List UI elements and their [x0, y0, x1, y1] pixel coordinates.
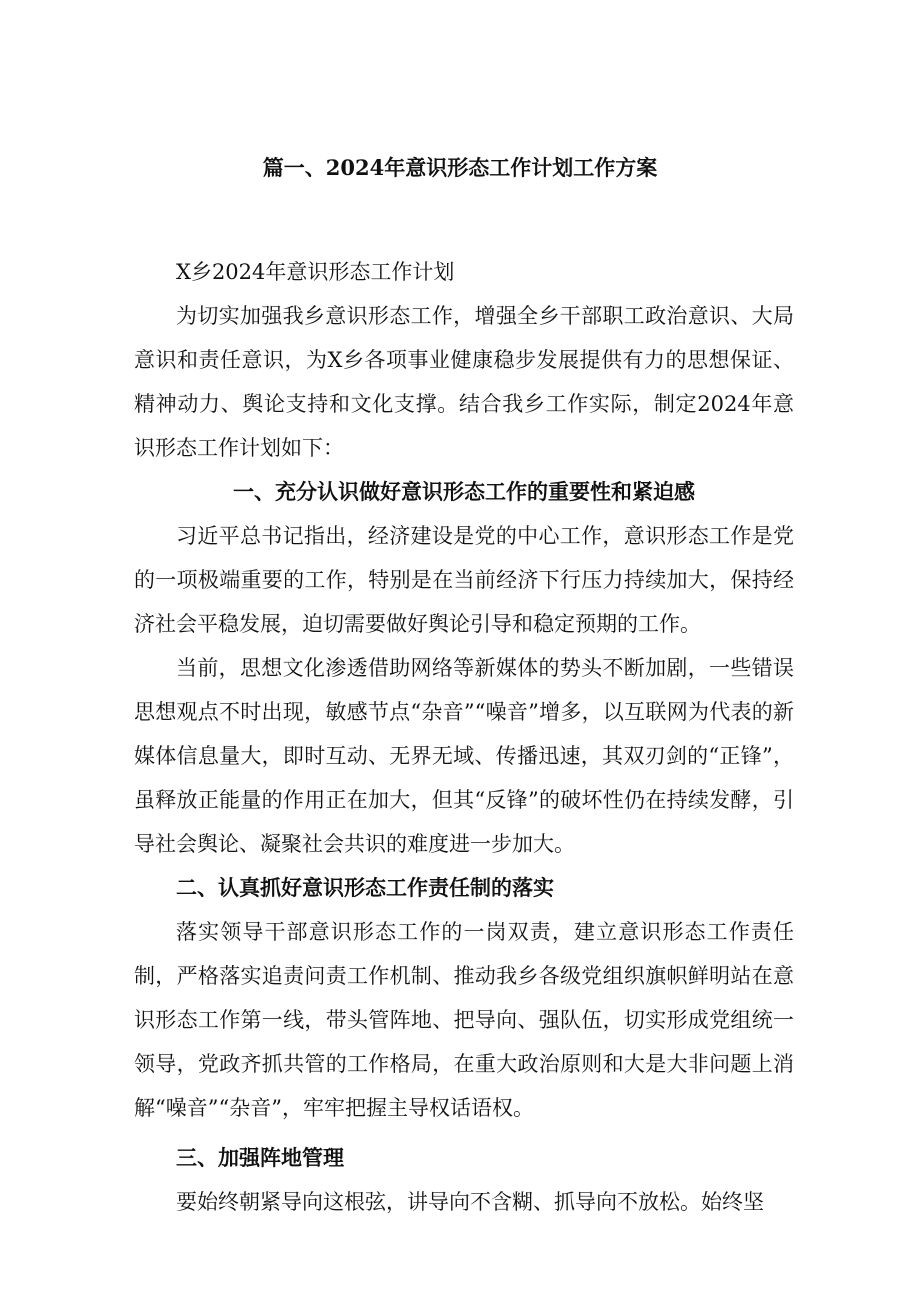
intro-paragraph: 为切实加强我乡意识形态工作，增强全乡干部职工政治意识、大局意识和责任意识，为X乡各项事业健康稳步发展提供有力的思想保证、精神动力、舆论支持和文化支撑。结合我乡工作实际，制定2024年意识形态工作计划如下：	[134, 304, 794, 460]
section-1-heading: 一、充分认识做好意识形态工作的重要性和紧迫感	[233, 479, 695, 504]
subtitle-line: X乡2024年意识形态工作计划	[176, 260, 455, 284]
section-2-paragraph-1: 落实领导干部意识形态工作的一岗双责，建立意识形态工作责任制，严格落实追责问责工作机制、推动我乡各级党组织旗帜鲜明站在意识形态工作第一线，带头管阵地、把导向、强队伍，切实形成党组统一领导，党政齐抓共管的工作格局，在重大政治原则和大是大非问题上消解“噪音”“杂音”，牢牢把握主导权话语权。	[134, 920, 794, 1120]
section-1-paragraph-1: 习近平总书记指出，经济建设是党的中心工作，意识形态工作是党的一项极端重要的工作，特别是在当前经济下行压力持续加大，保持经济社会平稳发展，迫切需要做好舆论引导和稳定预期的工作。	[134, 524, 794, 636]
section-1-paragraph-2: 当前，思想文化渗透借助网络等新媒体的势头不断加剧，一些错误思想观点不时出现，敏感节点“杂音”“噪音”增多，以互联网为代表的新媒体信息量大，即时互动、无界无域、传播迅速，其双刃剑的“正锋”，虽释放正能量的作用正在加大，但其“反锋”的破坏性仍在持续发酵，引导社会舆论、凝聚社会共识的难度进一步加大。	[134, 656, 794, 856]
section-3-paragraph-1: 要始终朝紧导向这根弦，讲导向不含糊、抓导向不放松。始终坚	[176, 1190, 764, 1214]
section-2-heading: 二、认真抓好意识形态工作责任制的落实	[176, 875, 554, 900]
document-title: 篇一、2024年意识形态工作计划工作方案	[262, 155, 658, 180]
document-body	[134, 250, 794, 1224]
section-3-heading: 三、加强阵地管理	[176, 1145, 344, 1170]
